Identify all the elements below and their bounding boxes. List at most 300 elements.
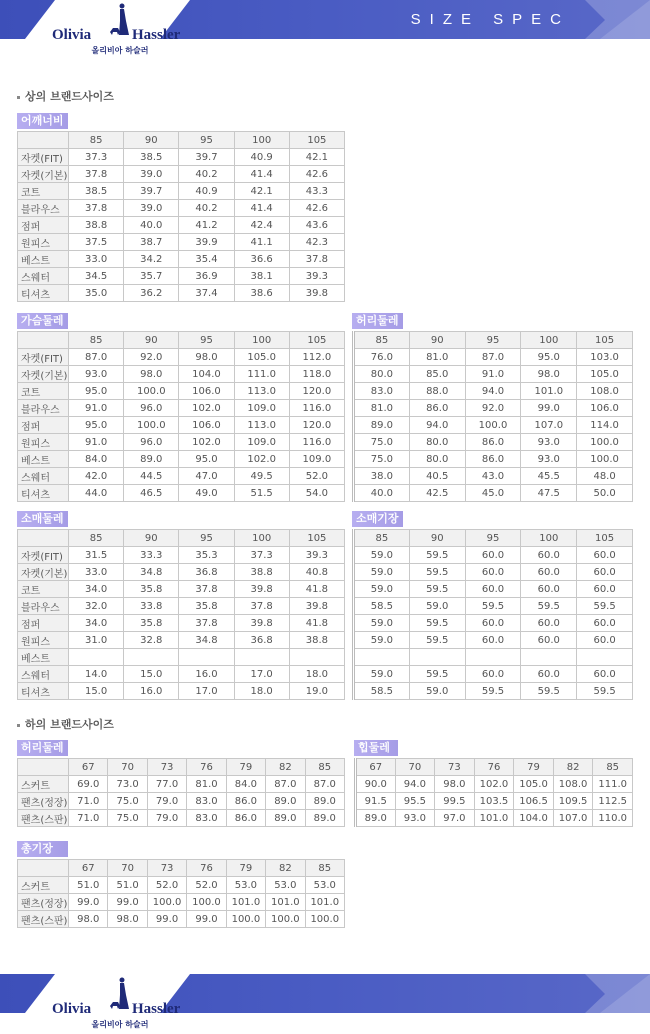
- table-cell: 35.7: [124, 268, 179, 285]
- column-header: 85: [354, 530, 410, 547]
- row-label: 스웨터: [18, 468, 69, 485]
- table-cell: 93.0: [521, 434, 577, 451]
- table-cell: 39.9: [179, 234, 234, 251]
- table-cell: 98.0: [179, 349, 234, 366]
- table-cell: 104.0: [514, 810, 554, 827]
- column-header: 95: [179, 530, 234, 547]
- table-cell: 75.0: [354, 451, 410, 468]
- lady-with-dog-icon: [110, 2, 132, 38]
- table-row: [18, 615, 345, 632]
- table-cell: 51.0: [69, 877, 108, 894]
- column-header: 67: [69, 759, 108, 776]
- table-cell: 86.0: [409, 400, 465, 417]
- table-cell: 40.9: [234, 149, 289, 166]
- table-cell: 109.0: [234, 400, 289, 417]
- table-cell: 52.0: [147, 877, 186, 894]
- logo-text-right: Hassler: [132, 27, 181, 43]
- table-cell: 34.0: [69, 615, 124, 632]
- table-cell: 38.5: [124, 149, 179, 166]
- header-row: [18, 759, 345, 776]
- table-cell: 41.1: [234, 234, 289, 251]
- table-row: [18, 666, 345, 683]
- table-cell: 91.0: [69, 434, 124, 451]
- column-header: 67: [69, 860, 108, 877]
- table-cell: 53.0: [305, 877, 344, 894]
- table-cell: 100.0: [187, 894, 226, 911]
- table-cell: 81.0: [187, 776, 226, 793]
- table-cell: 96.0: [124, 400, 179, 417]
- column-header: 70: [108, 759, 147, 776]
- table-cell: 87.0: [69, 349, 124, 366]
- table-cell: 104.0: [179, 366, 234, 383]
- column-header: 67: [356, 759, 396, 776]
- logo-korean: 올리비아 하슬러: [91, 46, 149, 55]
- logo-korean: 올리비아 하슬러: [91, 1020, 149, 1029]
- table-cell: 94.0: [395, 776, 435, 793]
- table-row: [354, 683, 633, 700]
- table-cell: 89.0: [305, 810, 344, 827]
- table-cell: 52.0: [187, 877, 226, 894]
- table-cell: 33.3: [124, 547, 179, 564]
- table-row: [354, 349, 633, 366]
- column-header: 73: [147, 860, 186, 877]
- table-cell: 39.8: [234, 581, 289, 598]
- table-cell: 95.0: [69, 383, 124, 400]
- table-cell: 39.0: [124, 200, 179, 217]
- column-header: 100: [234, 530, 289, 547]
- table-row: [354, 547, 633, 564]
- table-cell: 95.0: [521, 349, 577, 366]
- tag-total-length: 총기장: [17, 841, 68, 857]
- table-cell: 39.7: [179, 149, 234, 166]
- table-row: [18, 349, 345, 366]
- table-cell: 59.5: [409, 547, 465, 564]
- table-cell: 60.0: [521, 666, 577, 683]
- corner-cell: [18, 530, 69, 547]
- table-cell: 59.5: [577, 683, 633, 700]
- table-row: [18, 268, 345, 285]
- table-cell: [465, 649, 521, 666]
- table-cell: 45.0: [465, 485, 521, 502]
- column-header: 105: [289, 132, 344, 149]
- row-label: 티셔츠: [18, 683, 69, 700]
- column-header: 76: [187, 860, 226, 877]
- table-cell: 36.6: [234, 251, 289, 268]
- header-row: [354, 332, 633, 349]
- column-header: 95: [179, 132, 234, 149]
- table-cell: 86.0: [465, 434, 521, 451]
- column-header: 90: [124, 132, 179, 149]
- table-cell: 35.0: [69, 285, 124, 302]
- table-cell: 81.0: [409, 349, 465, 366]
- table-cell: 113.0: [234, 383, 289, 400]
- row-label: 코트: [18, 183, 69, 200]
- table-cell: 110.0: [593, 810, 633, 827]
- table-cell: 38.7: [124, 234, 179, 251]
- table-cell: 95.5: [395, 793, 435, 810]
- column-header: 82: [266, 860, 305, 877]
- table-cell: 60.0: [521, 632, 577, 649]
- corner-cell: [18, 332, 69, 349]
- header-row: [18, 332, 345, 349]
- table-cell: 102.0: [474, 776, 514, 793]
- table-cell: 77.0: [147, 776, 186, 793]
- table-cell: 40.0: [124, 217, 179, 234]
- logo-text-left: Olivia: [52, 1001, 92, 1017]
- table-cell: 42.1: [234, 183, 289, 200]
- table-cell: [289, 649, 344, 666]
- table-cell: 116.0: [289, 434, 344, 451]
- table-cell: 93.0: [521, 451, 577, 468]
- waist-top-table: [352, 331, 633, 502]
- column-header: 85: [593, 759, 633, 776]
- table-cell: 58.5: [354, 598, 410, 615]
- column-header: 105: [577, 530, 633, 547]
- table-cell: 92.0: [124, 349, 179, 366]
- table-row: [18, 451, 345, 468]
- table-cell: 44.5: [124, 468, 179, 485]
- lady-with-dog-icon: [110, 976, 132, 1012]
- table-cell: 36.2: [124, 285, 179, 302]
- table-cell: 48.0: [577, 468, 633, 485]
- table-cell: 16.0: [124, 683, 179, 700]
- table-cell: 111.0: [234, 366, 289, 383]
- tag-chest: 가슴둘레: [17, 313, 68, 329]
- tag-hip: 힙둘레: [354, 740, 398, 756]
- table-cell: 103.5: [474, 793, 514, 810]
- column-header: 85: [69, 332, 124, 349]
- column-header: 85: [305, 860, 344, 877]
- table-cell: 42.5: [409, 485, 465, 502]
- table-cell: 41.4: [234, 200, 289, 217]
- table-cell: 42.6: [289, 200, 344, 217]
- column-header: 70: [395, 759, 435, 776]
- corner-cell: [18, 860, 69, 877]
- column-header: 95: [465, 530, 521, 547]
- row-label: 원피스: [18, 632, 69, 649]
- column-header: 79: [226, 759, 265, 776]
- table-cell: 79.0: [147, 810, 186, 827]
- table-row: [354, 666, 633, 683]
- table-cell: 35.3: [179, 547, 234, 564]
- table-cell: 39.8: [289, 285, 344, 302]
- table-cell: 59.0: [354, 547, 410, 564]
- table-cell: 120.0: [289, 383, 344, 400]
- table-cell: 93.0: [395, 810, 435, 827]
- table-cell: 105.0: [234, 349, 289, 366]
- table-cell: 100.0: [226, 911, 265, 928]
- table-cell: 43.0: [465, 468, 521, 485]
- header-row: [356, 759, 633, 776]
- table-cell: 60.0: [465, 581, 521, 598]
- table-row: [354, 564, 633, 581]
- header-row: [18, 132, 345, 149]
- table-cell: 60.0: [577, 581, 633, 598]
- table-cell: 33.0: [69, 251, 124, 268]
- row-label: 스웨터: [18, 666, 69, 683]
- table-cell: 59.0: [354, 615, 410, 632]
- table-row: [18, 366, 345, 383]
- table-cell: 97.0: [435, 810, 475, 827]
- table-cell: 108.0: [553, 776, 593, 793]
- tag-waist-bottom: 허리둘레: [17, 740, 68, 756]
- table-cell: 92.0: [465, 400, 521, 417]
- table-cell: 100.0: [124, 417, 179, 434]
- table-row: [18, 793, 345, 810]
- table-cell: 85.0: [409, 366, 465, 383]
- table-cell: 59.0: [354, 666, 410, 683]
- table-cell: [577, 649, 633, 666]
- waist-bottom-table: [17, 758, 345, 827]
- row-label: 팬츠(스판): [18, 810, 69, 827]
- table-cell: [354, 649, 410, 666]
- table-cell: 87.0: [266, 776, 305, 793]
- column-header: 73: [435, 759, 475, 776]
- table-cell: 39.3: [289, 547, 344, 564]
- table-cell: 37.3: [69, 149, 124, 166]
- table-cell: 108.0: [577, 383, 633, 400]
- table-cell: 59.5: [577, 598, 633, 615]
- logo-text-right: Hassler: [132, 1001, 181, 1017]
- row-label: 블라우스: [18, 400, 69, 417]
- column-header: 85: [354, 332, 410, 349]
- table-cell: 60.0: [577, 547, 633, 564]
- table-cell: [179, 649, 234, 666]
- table-cell: 105.0: [514, 776, 554, 793]
- row-label: 코트: [18, 581, 69, 598]
- table-cell: 80.0: [409, 434, 465, 451]
- table-row: [18, 217, 345, 234]
- table-cell: 51.0: [108, 877, 147, 894]
- table-row: [18, 285, 345, 302]
- table-row: [18, 434, 345, 451]
- table-row: [356, 776, 633, 793]
- table-cell: 49.0: [179, 485, 234, 502]
- column-header: 76: [474, 759, 514, 776]
- table-row: [18, 776, 345, 793]
- table-cell: 39.3: [289, 268, 344, 285]
- column-header: 85: [305, 759, 344, 776]
- table-row: [18, 649, 345, 666]
- table-row: [18, 810, 345, 827]
- table-cell: 60.0: [521, 581, 577, 598]
- table-row: [354, 598, 633, 615]
- table-row: [18, 632, 345, 649]
- table-row: [354, 434, 633, 451]
- row-label: 팬츠(정장): [18, 793, 69, 810]
- table-cell: 98.0: [69, 911, 108, 928]
- table-cell: 59.0: [354, 564, 410, 581]
- table-cell: 53.0: [226, 877, 265, 894]
- table-cell: 91.0: [69, 400, 124, 417]
- table-cell: 39.8: [289, 598, 344, 615]
- table-cell: 58.5: [354, 683, 410, 700]
- table-cell: 91.0: [465, 366, 521, 383]
- row-label: 점퍼: [18, 615, 69, 632]
- table-row: [18, 251, 345, 268]
- table-cell: 103.0: [577, 349, 633, 366]
- table-cell: 60.0: [577, 632, 633, 649]
- section-title-top: 상의 브랜드사이즈: [17, 88, 114, 104]
- table-cell: 60.0: [465, 564, 521, 581]
- table-cell: 91.5: [356, 793, 396, 810]
- table-cell: 42.0: [69, 468, 124, 485]
- table-row: [18, 598, 345, 615]
- table-cell: 31.5: [69, 547, 124, 564]
- table-cell: 112.0: [289, 349, 344, 366]
- table-cell: 38.1: [234, 268, 289, 285]
- column-header: 100: [234, 332, 289, 349]
- table-row: [18, 166, 345, 183]
- table-row: [356, 793, 633, 810]
- table-cell: 101.0: [266, 894, 305, 911]
- table-cell: 39.7: [124, 183, 179, 200]
- table-cell: 80.0: [409, 451, 465, 468]
- table-cell: 59.5: [521, 683, 577, 700]
- table-cell: 99.0: [521, 400, 577, 417]
- table-cell: 98.0: [435, 776, 475, 793]
- column-header: 100: [234, 132, 289, 149]
- row-label: 베스트: [18, 649, 69, 666]
- table-cell: 100.0: [266, 911, 305, 928]
- table-cell: 60.0: [521, 564, 577, 581]
- table-cell: 89.0: [266, 793, 305, 810]
- table-cell: 118.0: [289, 366, 344, 383]
- table-cell: 37.8: [289, 251, 344, 268]
- table-cell: 89.0: [124, 451, 179, 468]
- row-label: 원피스: [18, 234, 69, 251]
- table-cell: 31.0: [69, 632, 124, 649]
- column-header: 100: [521, 332, 577, 349]
- table-row: [354, 485, 633, 502]
- table-row: [18, 200, 345, 217]
- table-cell: 39.0: [124, 166, 179, 183]
- table-cell: 52.0: [289, 468, 344, 485]
- table-cell: 60.0: [577, 564, 633, 581]
- table-row: [18, 400, 345, 417]
- table-row: [354, 649, 633, 666]
- table-cell: 38.6: [234, 285, 289, 302]
- row-label: 자켓(FIT): [18, 547, 69, 564]
- brand-logo[interactable]: [50, 2, 190, 58]
- table-cell: 40.0: [354, 485, 410, 502]
- table-row: [18, 417, 345, 434]
- table-cell: 54.0: [289, 485, 344, 502]
- table-cell: 42.1: [289, 149, 344, 166]
- table-cell: 37.8: [234, 598, 289, 615]
- table-cell: 40.9: [179, 183, 234, 200]
- table-cell: [521, 649, 577, 666]
- table-cell: 101.0: [305, 894, 344, 911]
- table-cell: [69, 649, 124, 666]
- table-cell: 100.0: [147, 894, 186, 911]
- table-cell: 100.0: [124, 383, 179, 400]
- table-cell: 96.0: [124, 434, 179, 451]
- table-cell: 39.8: [234, 615, 289, 632]
- table-row: [18, 564, 345, 581]
- column-header: 95: [465, 332, 521, 349]
- table-cell: 59.5: [409, 666, 465, 683]
- tag-sleeve-girth: 소매둘레: [17, 511, 68, 527]
- table-cell: 100.0: [577, 451, 633, 468]
- row-label: 베스트: [18, 451, 69, 468]
- table-cell: [234, 649, 289, 666]
- column-header: 82: [266, 759, 305, 776]
- table-cell: 40.2: [179, 166, 234, 183]
- row-label: 스커트: [18, 776, 69, 793]
- row-label: 원피스: [18, 434, 69, 451]
- table-cell: 42.3: [289, 234, 344, 251]
- table-row: [354, 632, 633, 649]
- table-cell: 100.0: [305, 911, 344, 928]
- table-cell: 106.0: [179, 417, 234, 434]
- table-cell: 87.0: [305, 776, 344, 793]
- table-cell: 113.0: [234, 417, 289, 434]
- table-cell: 16.0: [179, 666, 234, 683]
- table-cell: 60.0: [465, 666, 521, 683]
- table-row: [354, 615, 633, 632]
- table-cell: 37.8: [179, 615, 234, 632]
- table-cell: 18.0: [234, 683, 289, 700]
- table-cell: 73.0: [108, 776, 147, 793]
- table-row: [18, 581, 345, 598]
- table-cell: 33.8: [124, 598, 179, 615]
- table-cell: 75.0: [108, 810, 147, 827]
- column-header: 79: [226, 860, 265, 877]
- table-cell: 50.0: [577, 485, 633, 502]
- table-cell: 106.0: [577, 400, 633, 417]
- table-cell: 35.8: [124, 615, 179, 632]
- table-cell: 106.5: [514, 793, 554, 810]
- table-cell: 86.0: [226, 810, 265, 827]
- column-header: 76: [187, 759, 226, 776]
- table-cell: 89.0: [354, 417, 410, 434]
- table-cell: 60.0: [577, 615, 633, 632]
- table-cell: 43.6: [289, 217, 344, 234]
- table-cell: 99.0: [108, 894, 147, 911]
- table-cell: 59.5: [521, 598, 577, 615]
- total-length-table: [17, 859, 345, 928]
- table-row: [18, 383, 345, 400]
- table-cell: 114.0: [577, 417, 633, 434]
- tag-waist-top: 허리둘레: [352, 313, 403, 329]
- table-cell: 60.0: [577, 666, 633, 683]
- table-cell: 59.0: [409, 598, 465, 615]
- column-header: 85: [69, 132, 124, 149]
- table-cell: 47.0: [179, 468, 234, 485]
- table-cell: 116.0: [289, 400, 344, 417]
- table-cell: 37.8: [69, 200, 124, 217]
- column-header: 105: [577, 332, 633, 349]
- table-cell: 14.0: [69, 666, 124, 683]
- table-cell: 33.0: [69, 564, 124, 581]
- table-row: [18, 468, 345, 485]
- table-cell: 53.0: [266, 877, 305, 894]
- table-cell: 37.5: [69, 234, 124, 251]
- table-cell: 102.0: [234, 451, 289, 468]
- table-cell: 81.0: [354, 400, 410, 417]
- footer-logo[interactable]: [50, 976, 190, 1032]
- table-cell: 59.5: [409, 564, 465, 581]
- header-row: [18, 860, 345, 877]
- column-header: 70: [108, 860, 147, 877]
- table-cell: 40.5: [409, 468, 465, 485]
- table-cell: 41.4: [234, 166, 289, 183]
- column-header: 95: [179, 332, 234, 349]
- table-cell: 100.0: [577, 434, 633, 451]
- table-cell: 98.0: [521, 366, 577, 383]
- table-cell: 84.0: [69, 451, 124, 468]
